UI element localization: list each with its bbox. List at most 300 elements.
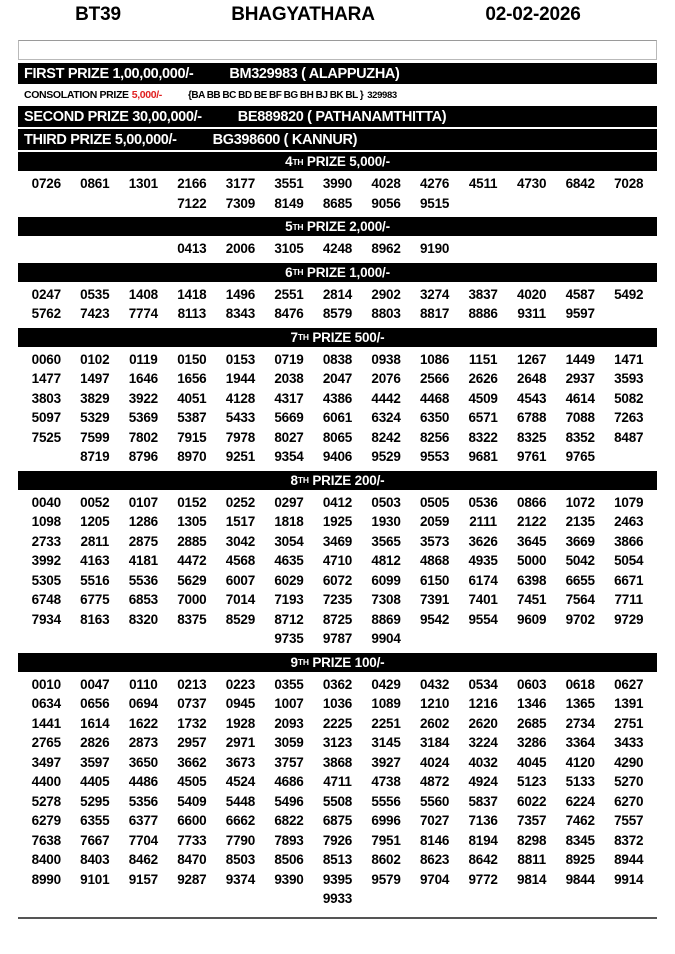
prize-number: 3597 <box>80 754 110 770</box>
prize-number: 2093 <box>274 715 304 731</box>
prize-number: 7951 <box>371 832 401 848</box>
prize-number: 4248 <box>322 241 353 256</box>
blank-strip <box>18 40 657 60</box>
prize-number: 3059 <box>274 735 304 750</box>
prize-number: 7926 <box>322 832 353 848</box>
prize-numbers-6 <box>18 282 657 328</box>
prize-number: 2811 <box>80 533 110 549</box>
first-prize-label: FIRST PRIZE 1,00,00,000/- <box>24 65 194 82</box>
prize-number: 6748 <box>31 592 61 607</box>
prize-number: 2620 <box>468 715 498 731</box>
prize-number: 7599 <box>80 429 110 445</box>
prize-number: 0152 <box>177 494 207 510</box>
prize-number: 7308 <box>371 592 401 607</box>
prize-number: 1477 <box>31 371 61 386</box>
number-row <box>22 850 653 870</box>
prize-number: 3054 <box>274 533 304 549</box>
prize-number: 2251 <box>371 715 401 731</box>
prize-heading-5: 5 TH PRIZE 2,000/- <box>18 217 657 236</box>
number-row <box>22 714 653 734</box>
prize-number: 8375 <box>177 611 207 627</box>
prize-number: 6775 <box>80 592 110 607</box>
number-row <box>22 285 653 305</box>
prize-numbers-9 <box>18 672 657 913</box>
prize-number: 1391 <box>614 696 644 711</box>
prize-number: 5054 <box>614 553 644 568</box>
prize-number: 2648 <box>517 371 547 386</box>
prize-number: 9395 <box>322 871 353 887</box>
prize-number: 3573 <box>419 533 450 549</box>
prize-number: 3650 <box>128 754 158 770</box>
consolation-label: CONSOLATION PRIZE <box>24 89 129 101</box>
prize-number: 5097 <box>31 410 61 425</box>
prize-number: 6279 <box>31 813 61 828</box>
number-row <box>22 512 653 532</box>
consolation-series: {BA BB BC BD BE BF BG BH BJ BK BL } <box>187 89 364 101</box>
prize-number: 7088 <box>565 410 595 425</box>
prize-number: 8513 <box>322 852 353 867</box>
prize-number: 3829 <box>80 390 110 406</box>
prize-number: 1925 <box>322 514 353 529</box>
number-row <box>22 694 653 714</box>
prize-number: 9844 <box>565 871 595 887</box>
prize-number: 2551 <box>274 286 304 302</box>
prize-number: 0866 <box>517 494 547 510</box>
prize-number: 4386 <box>322 390 353 406</box>
prize-number: 8146 <box>419 832 450 848</box>
number-row <box>22 428 653 448</box>
number-row <box>22 571 653 591</box>
prize-number: 4543 <box>517 390 547 406</box>
prize-number: 8529 <box>225 611 256 627</box>
prize-number: 3177 <box>225 176 256 191</box>
prize-number: 7704 <box>128 832 158 848</box>
prize-number: 7451 <box>517 592 547 607</box>
prize-number: 8579 <box>322 306 353 321</box>
prize-number: 5496 <box>274 793 304 809</box>
prize-number: 0503 <box>371 494 401 510</box>
prize-number: 2602 <box>419 715 450 731</box>
prize-numbers-7 <box>18 347 657 471</box>
prize-number: 3184 <box>419 735 450 750</box>
prize-number: 9554 <box>468 611 498 627</box>
prize-number: 1441 <box>31 715 61 731</box>
number-row <box>22 304 653 324</box>
prize-number: 4181 <box>128 553 158 568</box>
prize-number: 1408 <box>128 286 158 302</box>
prize-number: 9933 <box>322 891 353 906</box>
prize-number: 5278 <box>31 793 61 809</box>
prize-number: 5556 <box>371 793 401 809</box>
prize-heading-text: PRIZE 500/- <box>308 329 385 345</box>
prize-number: 8470 <box>177 852 207 867</box>
prize-number: 6377 <box>128 813 158 828</box>
prize-number: 8113 <box>177 306 207 321</box>
prize-number: 6875 <box>322 813 353 828</box>
prize-number: 4317 <box>274 390 304 406</box>
prize-number: 8298 <box>517 832 547 848</box>
prize-number: 0119 <box>129 351 158 367</box>
number-row <box>22 772 653 792</box>
prize-number: 8322 <box>468 429 498 445</box>
prize-number: 2937 <box>565 371 595 386</box>
prize-number: 2135 <box>565 514 595 529</box>
first-prize-bar <box>18 63 657 84</box>
number-row <box>22 350 653 370</box>
prize-number: 4505 <box>177 774 207 789</box>
prize-number: 4924 <box>468 774 498 789</box>
prize-number: 9515 <box>419 195 450 211</box>
prize-number: 0110 <box>129 676 158 692</box>
prize-number: 6355 <box>80 813 110 828</box>
prize-number: 2626 <box>468 371 498 386</box>
prize-number: 9704 <box>419 871 450 887</box>
prize-number: 7978 <box>225 429 256 445</box>
prize-number: 3645 <box>517 533 547 549</box>
prize-number: 0535 <box>80 286 110 302</box>
prize-number: 0412 <box>322 494 353 510</box>
prize-number: 3992 <box>31 553 61 568</box>
prize-number: 1471 <box>614 351 644 367</box>
prize-number: 0634 <box>31 696 61 711</box>
number-row <box>22 675 653 695</box>
prize-number: 6996 <box>371 813 401 828</box>
prize-number: 3565 <box>371 533 401 549</box>
prize-number: 9761 <box>517 449 547 464</box>
prize-number: 0429 <box>371 676 401 692</box>
prize-number: 4442 <box>371 390 401 406</box>
prize-number: 2971 <box>225 735 256 750</box>
prize-number: 8602 <box>371 852 401 867</box>
prize-number: 2902 <box>371 286 401 302</box>
prize-number: 8962 <box>371 241 401 256</box>
prize-number: 8803 <box>371 306 401 321</box>
prize-number: 8325 <box>517 429 547 445</box>
prize-number: 2225 <box>322 715 353 731</box>
prize-number: 2957 <box>177 735 207 750</box>
prize-number: 3433 <box>614 735 644 750</box>
prize-number: 7711 <box>614 592 643 607</box>
prize-number: 7391 <box>419 592 450 607</box>
prize-number: 4468 <box>419 390 450 406</box>
prize-number: 9597 <box>565 306 595 321</box>
prize-number: 0355 <box>274 676 304 692</box>
prize-number: 7122 <box>177 195 207 211</box>
prize-number: 9101 <box>80 871 110 887</box>
prize-number: 9609 <box>517 611 547 627</box>
prize-number: 1930 <box>371 514 401 529</box>
prize-number: 9056 <box>371 195 401 211</box>
number-row <box>22 590 653 610</box>
prize-number: 4120 <box>565 754 595 770</box>
prize-number: 5369 <box>128 410 158 425</box>
prize-number: 2111 <box>469 514 497 529</box>
prize-number: 1036 <box>322 696 353 711</box>
first-prize-value: BM329983 ( ALAPPUZHA) <box>229 65 400 82</box>
prize-number: 9765 <box>565 449 595 464</box>
prize-number: 1079 <box>614 494 644 510</box>
prize-number: 4587 <box>565 286 595 302</box>
prize-number: 0107 <box>128 494 158 510</box>
prize-number: 0102 <box>80 351 110 367</box>
prize-heading-6: 6 TH PRIZE 1,000/- <box>18 263 657 282</box>
prize-number: 7028 <box>614 176 644 191</box>
prize-number: 4276 <box>419 176 450 191</box>
prize-number: 9251 <box>225 449 256 464</box>
prize-number: 7564 <box>565 592 595 607</box>
prize-number: 9814 <box>517 871 547 887</box>
number-row <box>22 408 653 428</box>
consolation-amount: 5,000/- <box>131 89 162 101</box>
prize-heading-text: PRIZE 5,000/- <box>303 154 390 169</box>
prize-number: 1449 <box>565 351 595 367</box>
prize-number: 5082 <box>614 390 644 406</box>
prize-number: 4032 <box>468 754 498 770</box>
prize-number: 7309 <box>225 195 256 211</box>
prize-number: 0150 <box>177 351 207 367</box>
prize-number: 6842 <box>565 176 595 191</box>
prize-number: 5536 <box>128 572 158 588</box>
prize-number: 5329 <box>80 410 110 425</box>
prize-number: 3224 <box>468 735 498 750</box>
consolation-prize-row <box>18 86 657 104</box>
prize-number: 8487 <box>614 429 644 445</box>
prize-number: 8194 <box>468 832 498 848</box>
prize-number: 8886 <box>468 306 498 321</box>
prize-number: 7235 <box>322 592 353 607</box>
prize-number: 0362 <box>322 676 353 692</box>
prize-number: 2463 <box>614 514 644 529</box>
prize-number: 9579 <box>371 871 401 887</box>
prize-number: 7462 <box>565 813 595 828</box>
prize-number: 8503 <box>225 852 256 867</box>
second-prize-bar <box>18 106 657 127</box>
prize-number: 4524 <box>225 774 256 789</box>
prize-number: 8320 <box>128 611 158 627</box>
prize-number: 2814 <box>322 286 353 302</box>
prize-number: 7638 <box>31 832 61 848</box>
prize-number: 0861 <box>80 176 110 191</box>
prize-sections <box>18 152 657 913</box>
prize-number: 1098 <box>31 514 61 529</box>
draw-date: 02-02-2026 <box>485 4 581 25</box>
number-row <box>22 870 653 890</box>
prize-number: 0737 <box>177 696 207 711</box>
prize-number: 4051 <box>177 390 207 406</box>
prize-number: 0052 <box>80 494 110 510</box>
prize-number: 1089 <box>371 696 401 711</box>
number-row <box>22 551 653 571</box>
prize-number: 7014 <box>225 592 256 607</box>
prize-number: 0010 <box>31 676 61 692</box>
prize-number: 8149 <box>274 195 304 211</box>
number-row <box>22 811 653 831</box>
prize-number: 9553 <box>419 449 450 464</box>
number-row <box>22 610 653 630</box>
prize-number: 2765 <box>31 735 61 750</box>
prize-number: 9406 <box>322 449 353 464</box>
prize-number: 7893 <box>274 832 304 848</box>
prize-number: 3364 <box>565 735 595 750</box>
prize-number: 3922 <box>128 390 158 406</box>
prize-number: 7263 <box>614 410 644 425</box>
prize-ordinal: 6 <box>285 264 293 280</box>
prize-number: 8869 <box>371 611 401 627</box>
prize-heading-text: PRIZE 1,000/- <box>303 264 390 280</box>
prize-number: 8796 <box>128 449 158 464</box>
prize-number: 2047 <box>322 371 353 386</box>
prize-number: 5123 <box>517 774 547 789</box>
prize-number: 9311 <box>517 306 546 321</box>
second-prize-label: SECOND PRIZE 30,00,000/- <box>24 108 202 125</box>
prize-number: 3868 <box>322 754 353 770</box>
prize-number: 1305 <box>177 514 207 529</box>
consolation-number: 329983 <box>367 89 397 101</box>
prize-number: 7802 <box>128 429 158 445</box>
prize-number: 9914 <box>614 871 644 887</box>
prize-number: 4872 <box>419 774 450 789</box>
prize-number: 1944 <box>225 371 256 386</box>
prize-number: 5629 <box>177 572 207 588</box>
prize-number: 5356 <box>128 793 158 809</box>
prize-number: 5837 <box>468 793 498 809</box>
number-row <box>22 369 653 389</box>
prize-number: 9287 <box>177 871 207 887</box>
prize-ordinal: 8 <box>290 472 298 488</box>
prize-number: 3662 <box>177 754 207 770</box>
prize-number: 1614 <box>80 715 110 731</box>
number-row <box>22 889 653 909</box>
prize-number: 9157 <box>128 871 158 887</box>
number-row <box>22 447 653 467</box>
prize-heading-4: 4 TH PRIZE 5,000/- <box>18 152 657 171</box>
prize-number: 3593 <box>614 371 644 386</box>
prize-number: 7525 <box>31 429 61 445</box>
prize-number: 5560 <box>419 793 450 809</box>
number-row <box>22 733 653 753</box>
prize-number: 6655 <box>565 572 595 588</box>
prize-number: 8725 <box>322 611 353 627</box>
prize-number: 5492 <box>614 286 644 302</box>
prize-number: 4710 <box>322 553 353 568</box>
prize-number: 7357 <box>517 813 547 828</box>
prize-number: 2751 <box>614 715 644 731</box>
prize-number: 5042 <box>565 553 595 568</box>
prize-number: 1205 <box>80 514 110 529</box>
prize-number: 3803 <box>31 390 61 406</box>
prize-number: 1656 <box>177 371 207 386</box>
prize-number: 1928 <box>225 715 256 731</box>
prize-number: 3669 <box>565 533 595 549</box>
prize-number: 3497 <box>31 754 61 770</box>
prize-number: 1818 <box>274 514 304 529</box>
prize-number: 2875 <box>128 533 158 549</box>
prize-number: 7027 <box>419 813 450 828</box>
prize-number: 6270 <box>614 793 644 809</box>
prize-number: 1216 <box>468 696 498 711</box>
prize-number: 1622 <box>128 715 158 731</box>
prize-number: 0534 <box>468 676 498 692</box>
prize-number: 5516 <box>80 572 110 588</box>
prize-number: 1365 <box>565 696 595 711</box>
prize-number: 6350 <box>419 410 450 425</box>
prize-number: 4128 <box>225 390 256 406</box>
prize-number: 0060 <box>31 351 61 367</box>
prize-numbers-8 <box>18 490 657 653</box>
prize-number: 1267 <box>517 351 547 367</box>
prize-number: 1210 <box>419 696 450 711</box>
prize-number: 5295 <box>80 793 110 809</box>
prize-number: 1086 <box>419 351 450 367</box>
prize-number: 8027 <box>274 429 304 445</box>
prize-number: 7667 <box>80 832 110 848</box>
prize-number: 0247 <box>31 286 61 302</box>
prize-number: 8685 <box>322 195 353 211</box>
prize-number: 5305 <box>31 572 61 588</box>
prize-heading-text: PRIZE 200/- <box>308 472 385 488</box>
prize-number: 4686 <box>274 774 304 789</box>
prize-number: 0656 <box>80 696 110 711</box>
prize-number: 4045 <box>517 754 547 770</box>
prize-number: 0726 <box>31 176 61 191</box>
prize-number: 6174 <box>468 572 498 588</box>
result-header <box>18 0 657 40</box>
second-prize-value: BE889820 ( PATHANAMTHITTA) <box>237 108 447 125</box>
prize-number: 3042 <box>225 533 256 549</box>
prize-number: 3990 <box>322 176 353 191</box>
prize-number: 8712 <box>274 611 304 627</box>
prize-number: 5669 <box>274 410 304 425</box>
prize-number: 0838 <box>322 351 353 367</box>
number-row <box>22 792 653 812</box>
prize-number: 1496 <box>225 286 256 302</box>
prize-number: 6822 <box>274 813 304 828</box>
prize-number: 3626 <box>468 533 498 549</box>
prize-number: 5762 <box>31 306 61 321</box>
prize-number: 6571 <box>468 410 498 425</box>
prize-number: 3551 <box>274 176 304 191</box>
prize-number: 3274 <box>419 286 450 302</box>
prize-number: 9190 <box>419 241 450 256</box>
prize-number: 4635 <box>274 553 304 568</box>
prize-number: 8817 <box>419 306 450 321</box>
prize-number: 0694 <box>128 696 158 711</box>
prize-number: 5508 <box>322 793 353 809</box>
prize-number: 9354 <box>274 449 304 464</box>
prize-number: 6671 <box>614 572 644 588</box>
prize-number: 8925 <box>565 852 595 867</box>
prize-number: 6007 <box>225 572 256 588</box>
prize-number: 7136 <box>468 813 498 828</box>
prize-number: 7733 <box>177 832 207 848</box>
prize-number: 6600 <box>177 813 207 828</box>
prize-number: 2734 <box>565 715 595 731</box>
number-row <box>22 629 653 649</box>
prize-number: 4486 <box>128 774 158 789</box>
third-prize-bar <box>18 129 657 150</box>
prize-number: 3145 <box>371 735 401 750</box>
prize-number: 5133 <box>565 774 595 789</box>
prize-number: 9374 <box>225 871 256 887</box>
prize-number: 8811 <box>517 852 546 867</box>
lottery-name: BHAGYATHARA <box>231 4 375 25</box>
prize-number: 1732 <box>177 715 207 731</box>
prize-number: 7774 <box>128 306 158 321</box>
prize-number: 8345 <box>565 832 595 848</box>
prize-number: 2166 <box>177 176 207 191</box>
prize-number: 1646 <box>128 371 158 386</box>
prize-number: 6072 <box>322 572 353 588</box>
